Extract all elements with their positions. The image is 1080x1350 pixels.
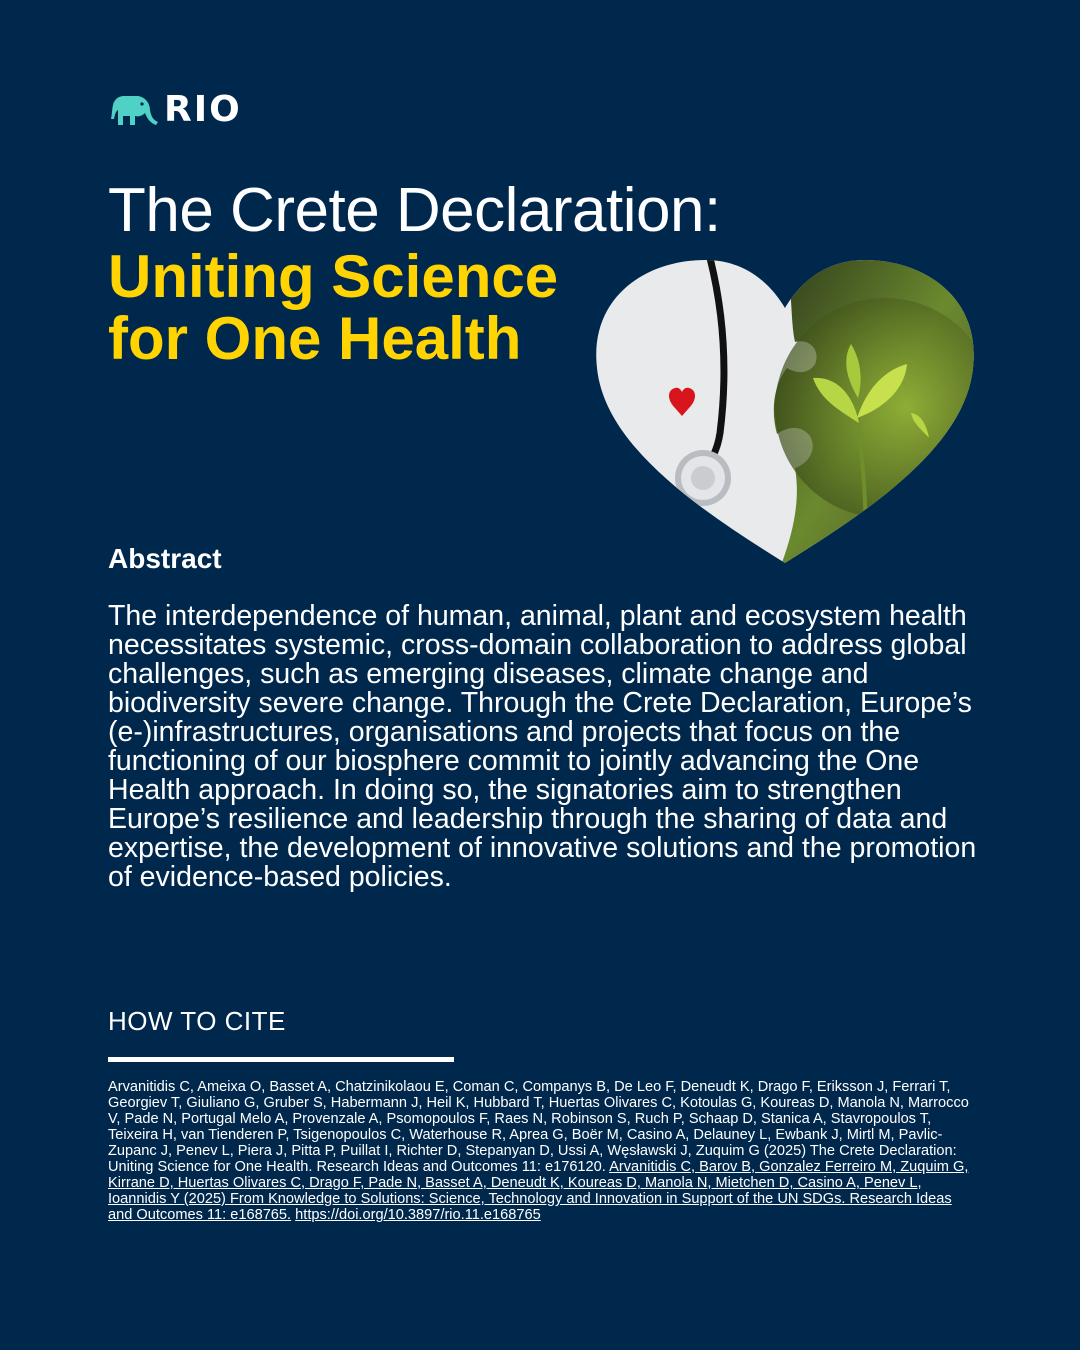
citation-text: Arvanitidis C, Ameixa O, Basset A, Chatzinikolaou E, Coman C, Companys B, De Leo F, Deneudt K, Drago F, Eriksson J, Ferrari T, Georgiev T, Giuliano G, Gruber S, Habermann J, Heil K, Hubbard T, Huertas Olivares C, Kotoulas G, Koureas D, Manola N, Marrocco V, Pade N, Portugal Melo A, Provenzale A, Psomopoulos F, Raes N, Robinson S, Ruch P, Schaap D, Stanica A, Stavropoulos T, Teixeira H, van Tienderen P, Tsigenopoulos C, Waterhouse R, Aprea G, Boër M, Casino A, Delauney L, Ewbank J, Mirtl M, Pavlic-Zupanc J, Penev L, Piera J, Pitta P, Puillat I, Richter D, Stepanyan D, Ussi A, Węsławski J, Zuquim G (2025) The Crete Declaration: Uniting Science for One Health. Research Ideas and Outcomes 11: e176120. (108, 1079, 969, 1175)
how-to-cite-heading: HOW TO CITE (108, 1006, 286, 1036)
title-line-2: Uniting Science (108, 243, 559, 310)
rio-logo (108, 90, 242, 130)
citation-block (108, 1079, 978, 1223)
title-line-1: The Crete Declaration: (108, 176, 721, 245)
cite-divider (108, 1057, 454, 1062)
abstract-body: The interdependence of human, animal, plant and ecosystem health necessitates systemic, cross-domain collaboration to address global challenges, such as emerging diseases, climate change and biodiversity severe change. Through the Crete Declaration, Europe’s (e-)infrastructures, organisations and projects that focus on the functioning of our biosphere commit to jointly advancing the One Health approach. In doing so, the signatories aim to strengthen Europe’s resilience and leadership through the sharing of data and expertise, the development of innovative solutions and the promotion of evidence-based policies. (108, 600, 977, 893)
doi-link[interactable]: https://doi.org/10.3897/rio.11.e168765 (295, 1207, 541, 1223)
title-line-3: for One Health (108, 305, 522, 372)
brand-name: RIO (164, 89, 242, 130)
abstract-heading: Abstract (108, 543, 222, 574)
elephant-icon (108, 92, 160, 128)
heart-puzzle-image (595, 258, 975, 568)
related-article-link[interactable]: Arvanitidis C, Barov B, Gonzalez Ferreiro M, Zuquim G, Kirrane D, Huertas Olivares C, Drago F, Pade N, Basset A, Deneudt K, Koureas D, Manola N, Mietchen D, Casino A, Penev L, Ioannidis Y (2025) From Knowledge to Solutions: Science, Technology and Innovation in Support of the UN SDGs. Research Ideas and Outcomes 11: e168765. (108, 1159, 969, 1223)
